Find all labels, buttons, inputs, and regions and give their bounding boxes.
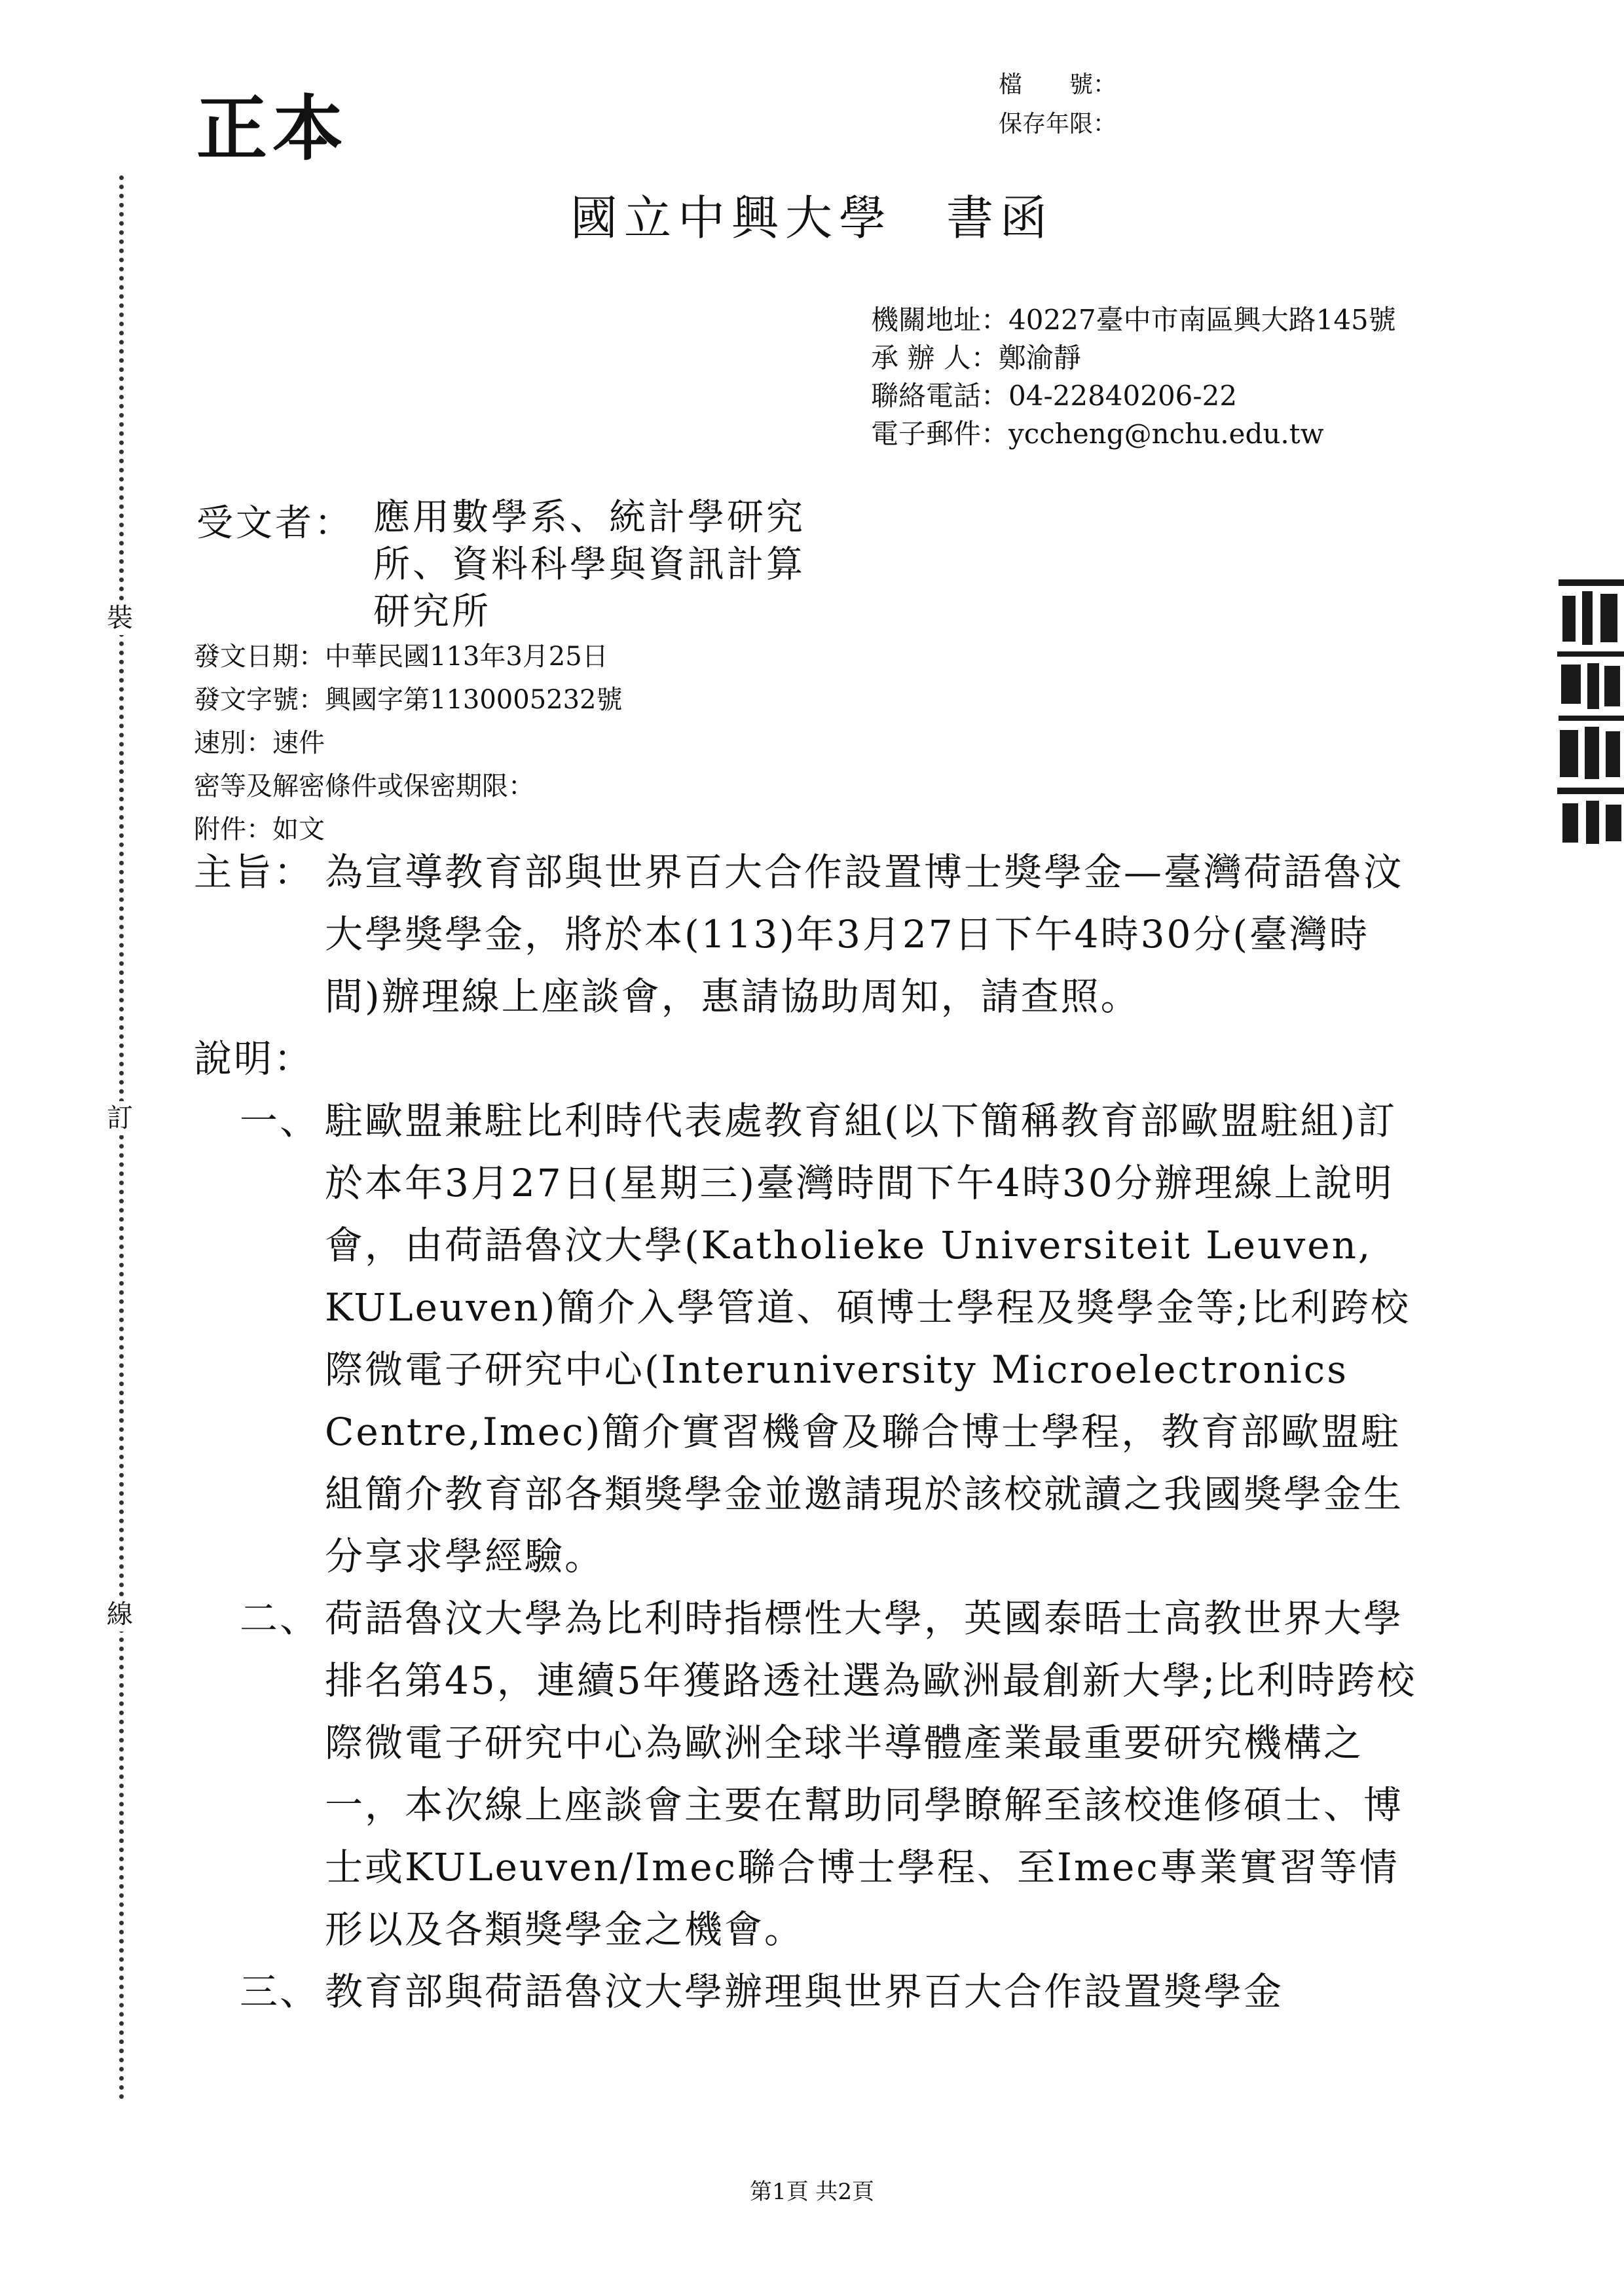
explanation-item (194, 1588, 1425, 1961)
binding-mark-ding: 訂 (107, 1101, 133, 1135)
item-number: 二、 (240, 1596, 320, 1641)
file-meta (999, 65, 1116, 144)
subject-text: 為宣導教育部與世界百大合作設置博士獎學金—臺灣荷語魯汶大學獎學金，將於本(113)年3月27日下午4時30分(臺灣時間)辦理線上座談會，惠請協助周知，請查照。 (325, 850, 1404, 1019)
handler: 承 辦 人：鄭渝靜 (871, 342, 1081, 374)
item-text: 荷語魯汶大學為比利時指標性大學，英國泰晤士高教世界大學排名第45，連續5年獲路透社選為歐洲最創新大學;比利時跨校際微電子研究中心為歐洲全球半導體產業最重要研究機構之一，本次線上座談會主要在幫助同學瞭解至該校進修碩士、博士或KULeuven/Imec聯合博士學程、至Imec專業實習等情形以及各類獎學金之機會。 (325, 1596, 1417, 1952)
attachment: 附件：如文 (194, 814, 325, 845)
copy-mark: 正本 (196, 88, 349, 170)
retention-period: 保存年限： (999, 111, 1117, 137)
contact-block (871, 301, 1396, 453)
subject-label: 主旨： (194, 850, 314, 894)
subject-section (194, 841, 1425, 1028)
explanation-label: 說明： (194, 1036, 314, 1081)
binding-mark-zhuang: 裝 (107, 601, 133, 635)
explanation-item (194, 1961, 1425, 2023)
item-text: 教育部與荷語魯汶大學辦理與世界百大合作設置獎學金 (325, 1969, 1284, 2014)
document-body (194, 841, 1425, 2023)
document-title: 國立中興大學 書函 (570, 191, 1054, 246)
document-meta (194, 635, 623, 851)
contact-email: 電子郵件：yccheng@nchu.edu.tw (871, 418, 1324, 450)
delivery-speed: 速別：速件 (194, 728, 325, 758)
binding-line (119, 175, 124, 2100)
recipient-value: 應用數學系、統計學研究所、資料科學與資訊計算研究所 (373, 496, 805, 633)
item-text: 駐歐盟兼駐比利時代表處教育組(以下簡稱教育部歐盟駐組)訂於本年3月27日(星期三)臺灣時間下午4時30分辦理線上說明會，由荷語魯汶大學(Katholieke Universiteit Leuven, KULeuven)簡介入學管道、碩博士學程及獎學金等;比利跨校際微電子研究中心(Interuniversity Microelectronics Centre,Imec)簡介實習機會及聯合博士學程，教育部歐盟駐組簡介教育部各類獎學金並邀請現於該校就讀之我國獎學金生分享求學經驗。 (325, 1099, 1411, 1578)
agency-address: 機關地址：40227臺中市南區興大路145號 (871, 304, 1396, 336)
confidentiality: 密等及解密條件或保密期限： (194, 771, 534, 801)
file-number: 檔 號： (999, 71, 1117, 98)
page-footer: 第1頁 共2頁 (749, 2179, 875, 2205)
binding-mark-xian: 線 (107, 1597, 133, 1631)
received-stamp-icon (1551, 566, 1624, 854)
recipient-label: 受文者： (196, 502, 354, 545)
explanation-item (194, 1090, 1425, 1588)
issue-date: 發文日期：中華民國113年3月25日 (194, 642, 608, 672)
contact-phone: 聯絡電話：04-22840206-22 (871, 380, 1238, 412)
item-number: 一、 (240, 1099, 320, 1143)
document-number: 發文字號：興國字第1130005232號 (194, 685, 623, 715)
item-number: 三、 (240, 1969, 320, 2014)
